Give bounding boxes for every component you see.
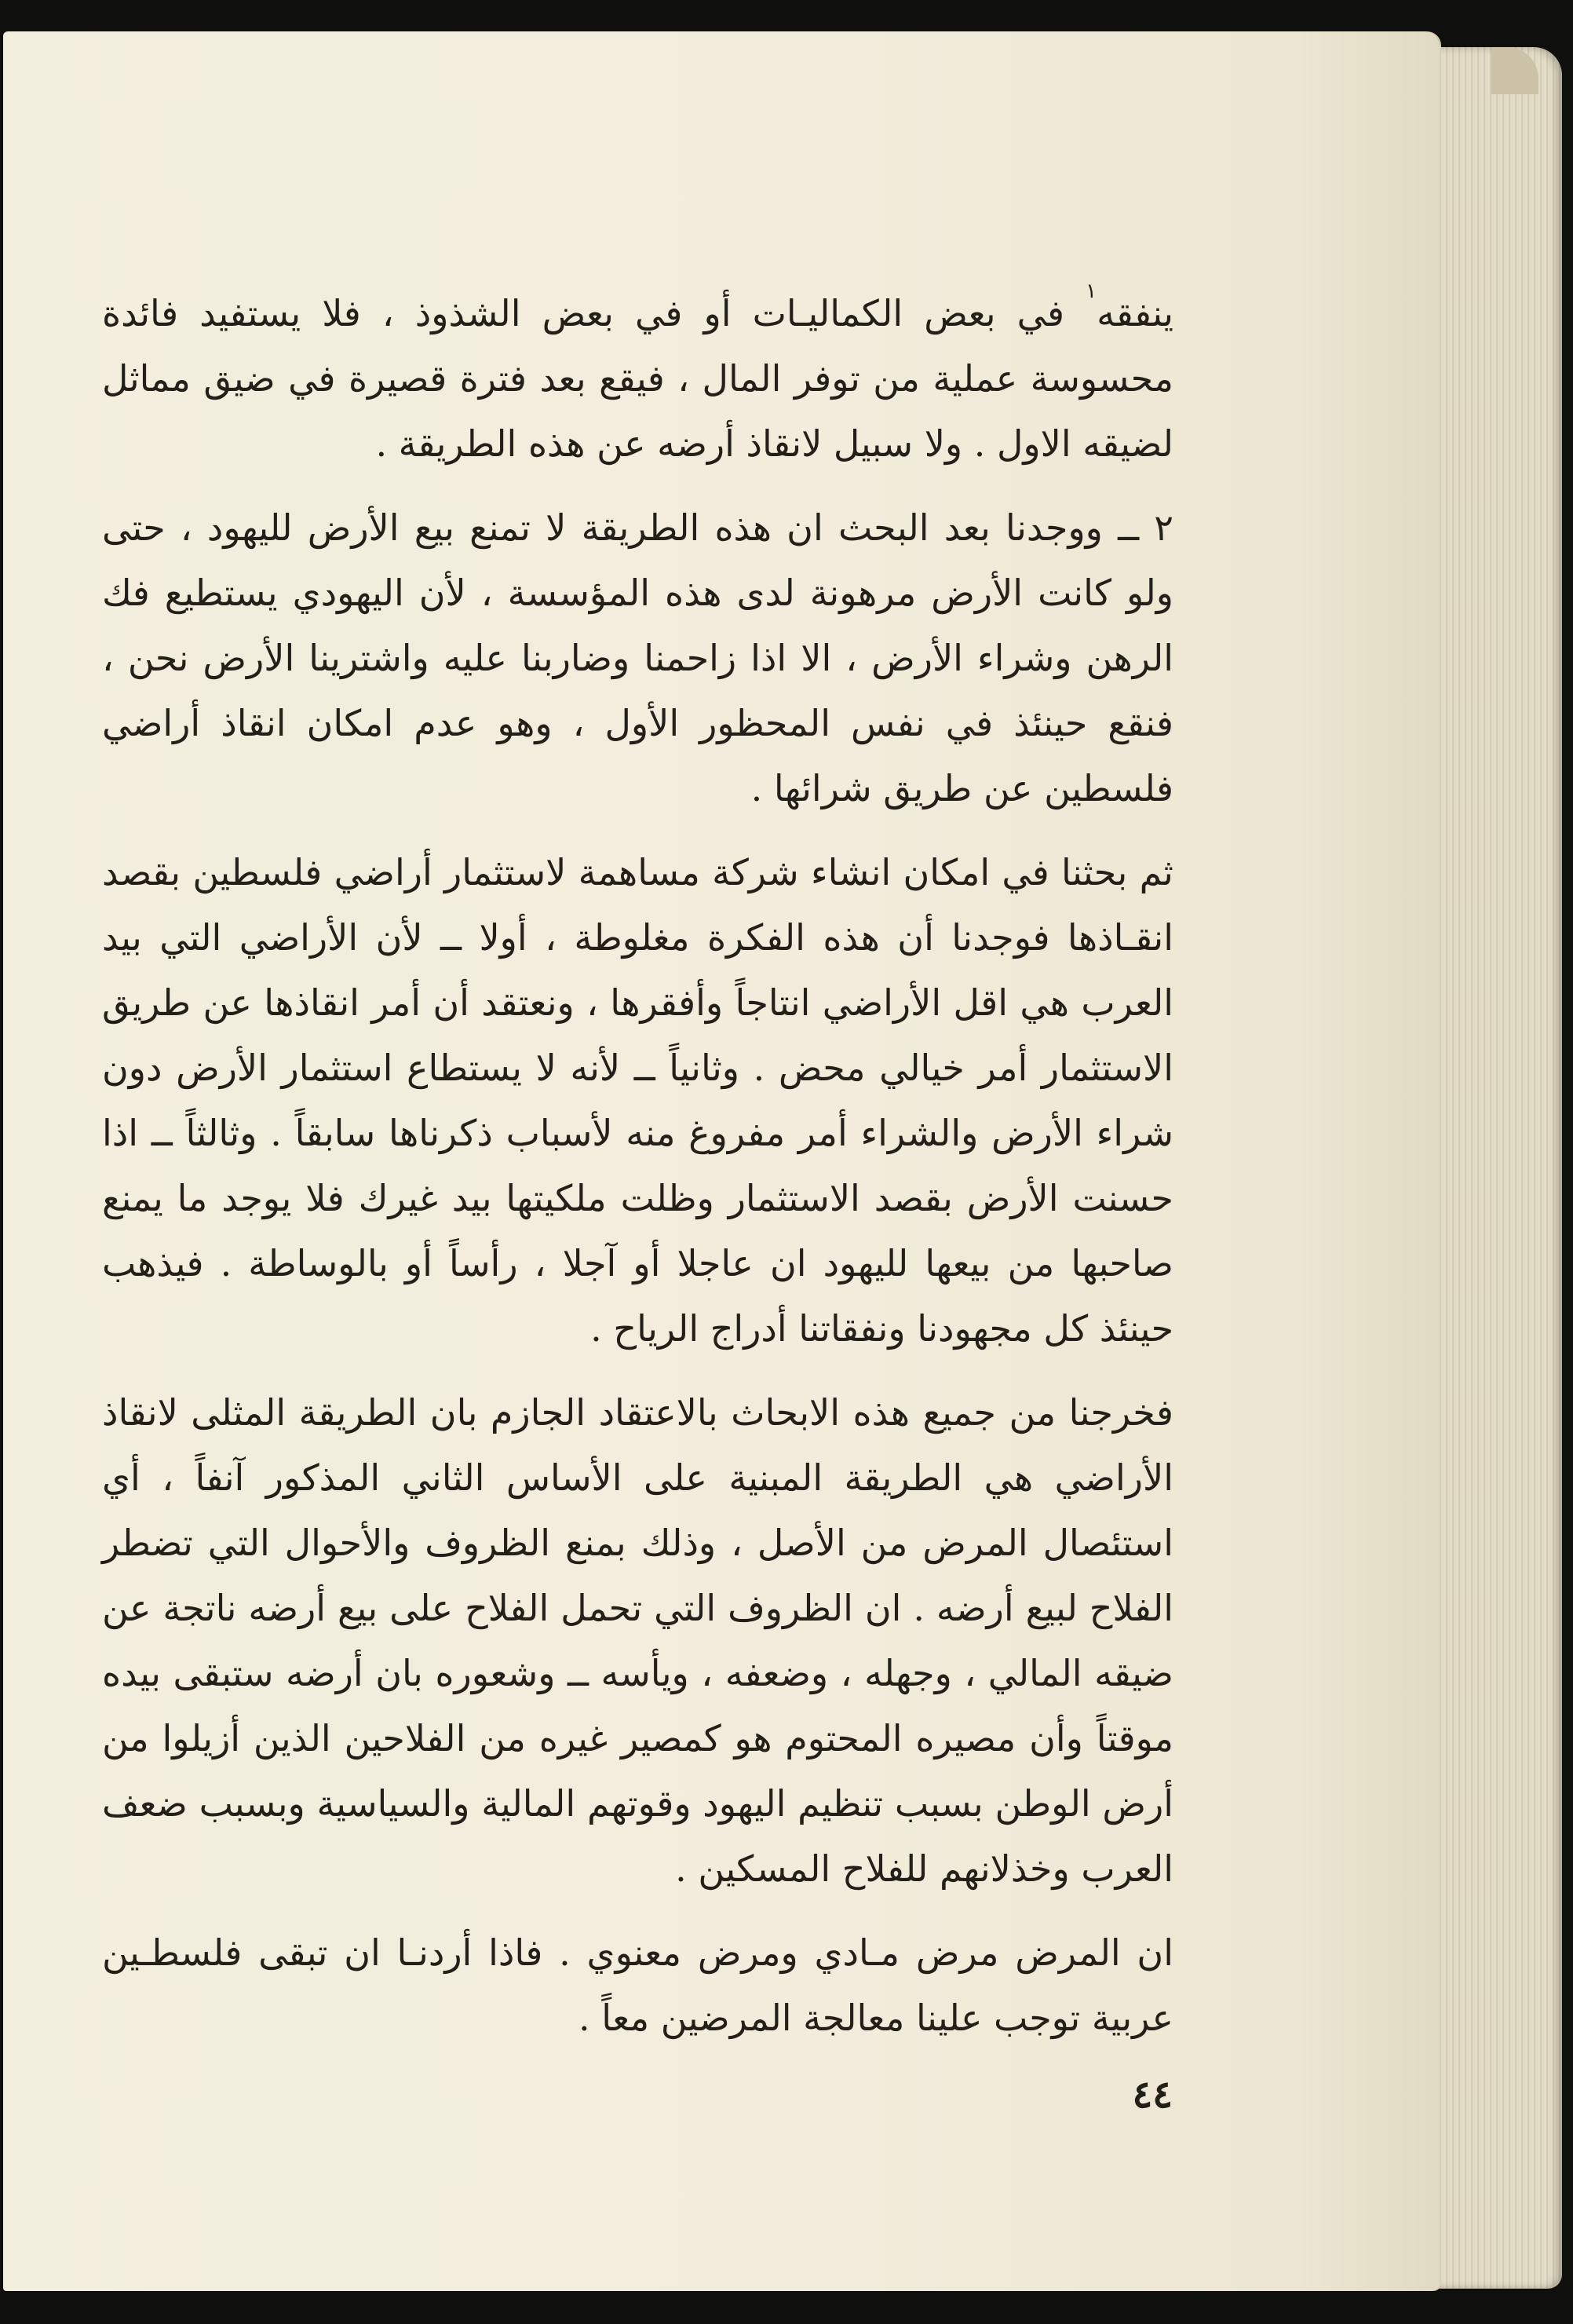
- page-number: ٤٤: [1132, 2073, 1173, 2117]
- paragraph-3: ثم بحثنا في امكان انشاء شركة مساهمة لاستثمار أراضي فلسطين بقصد انقـاذها فوجدنا أن هذه الفكرة مغلوطة ، أولا ــ لأن الأراضي التي بيد العرب هي اقل الأراضي انتاجاً وأفقرها ، ونعتقد أن أمر انقاذها عن طريق الاستثمار أمر خيالي محض . وثانياً ــ لأنه لا يستطاع استثمار الأرض دون شراء الأرض والشراء أمر مفروغ منه لأسباب ذكرناها سابقاً . وثالثاً ــ اذا حسنت الأرض بقصد الاستثمار وظلت ملكيتها بيد غيرك فلا يوجد ما يمنع صاحبها من بيعها لليهود ان عاجلا أو آجلا ، رأساً أو بالوساطة . فيذهب حينئذ كل مجهودنا ونفقاتنا أدراج الرياح .: [102, 851, 1173, 1350]
- paragraph-1: [102, 281, 1173, 477]
- footnote-marker: ١: [1086, 280, 1097, 303]
- paragraph-5: ان المرض مرض مـادي ومرض معنوي . فاذا أردنـا ان تبقى فلسطـين عربية توجب علينا معالجة المرضين معاً .: [102, 1931, 1173, 2039]
- paragraph-4: فخرجنا من جميع هذه الابحاث بالاعتقاد الجازم بان الطريقة المثلى لانقاذ الأراضي هي الطريقة المبنية على الأساس الثاني المذكور آنفاً ، أي استئصال المرض من الأصل ، وذلك بمنع الظروف والأحوال التي تضطر الفلاح لبيع أرضه . ان الظروف التي تحمل الفلاح على بيع أرضه ناتجة عن ضيقه المالي ، وجهله ، وضعفه ، ويأسه ــ وشعوره بان أرضه ستبقى بيده موقتاً وأن مصيره المحتوم هو كمصير غيره من الفلاحين الذين أزيلوا من أرض الوطن بسبب تنظيم اليهود وقوتهم المالية والسياسية وبسبب ضعف العرب وخذلانهم للفلاح المسكين .: [102, 1391, 1173, 1890]
- body-text: [102, 281, 1173, 2051]
- book-page: [3, 31, 1440, 2291]
- paragraph-1-text: في بعض الكماليـات أو في بعض الشذوذ ، فلا يستفيد فائدة محسوسة عملية من توفر المال ، فيقع بعد فترة قصيرة في ضيق مماثل لضيقه الاول . ولا سبيل لانقاذ أرضه عن هذه الطريقة .: [102, 292, 1173, 465]
- paragraph-1-lead: ينفقه: [1097, 292, 1173, 334]
- paragraph-2: ٢ ــ ووجدنا بعد البحث ان هذه الطريقة لا تمنع بيع الأرض لليهود ، حتى ولو كانت الأرض مرهونة لدى هذه المؤسسة ، لأن اليهودي يستطيع فك الرهن وشراء الأرض ، الا اذا زاحمنا وضاربنا عليه واشترينا الأرض نحن ، فنقع حينئذ في نفس المحظور الأول ، وهو عدم امكان انقاذ أراضي فلسطين عن طريق شرائها .: [102, 506, 1174, 809]
